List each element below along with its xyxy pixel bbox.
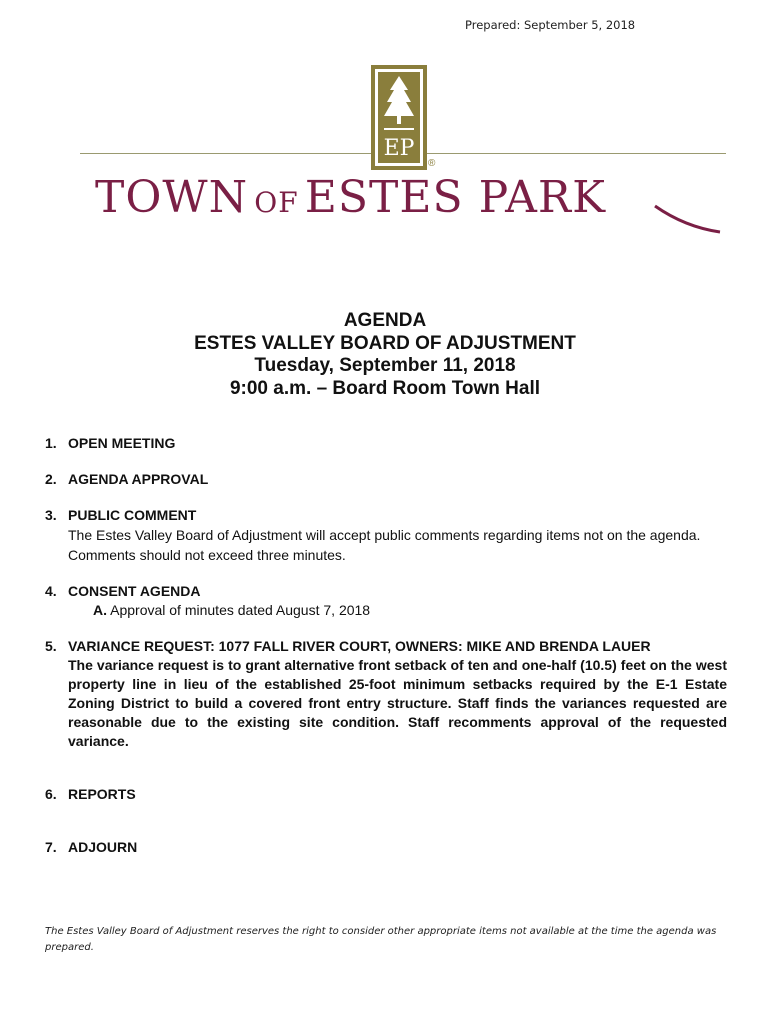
agenda-item-agenda-approval: 2. AGENDA APPROVAL xyxy=(45,471,209,487)
agenda-title: AGENDA xyxy=(343,310,427,331)
registered-mark: ® xyxy=(428,158,436,169)
agenda-item-public-comment: 3. PUBLIC COMMENT The Estes Valley Board of Adjustment will accept public comments regarding items not on the agenda. Comments should not exceed three minutes. xyxy=(45,506,727,565)
agenda-item-consent-agenda: 4. CONSENT AGENDA A. Approval of minutes dated August 7, 2018 xyxy=(45,582,727,620)
prepared-date: Prepared: September 5, 2018 xyxy=(465,18,636,32)
wordmark-of: OF xyxy=(254,186,299,219)
board-name: ESTES VALLEY BOARD OF ADJUSTMENT xyxy=(194,332,576,354)
footer-disclaimer: The Estes Valley Board of Adjustment reserves the right to consider other appropriate items not available at the time the agenda was prepared. xyxy=(45,926,717,953)
public-comment-text: The Estes Valley Board of Adjustment will accept public comments regarding items not on the agenda. Comments should not exceed three minutes. xyxy=(68,527,701,563)
wordmark-town: TOWN xyxy=(95,172,249,223)
agenda-list xyxy=(45,434,727,857)
agenda-item-open-meeting: 1. OPEN MEETING xyxy=(45,435,176,451)
wordmark-estes-park: ESTES PARK xyxy=(304,172,606,223)
logo-monogram: EP xyxy=(383,136,415,161)
variance-request-text: The variance request is to grant alternative front setback of ten and one-half (10.5) feet on the west property line in lieu of the established 25-foot minimum setbacks required by the E-1 Estate Zoning District to build a covered front entry structure. Staff finds the variances requested are reasonable due to the existing site condition. Staff recomments approval of the requested variance. xyxy=(68,657,727,749)
town-wordmark xyxy=(95,172,606,223)
meeting-date: Tuesday, September 11, 2018 xyxy=(254,355,516,376)
pine-tree-ep-icon xyxy=(378,72,420,163)
agenda-item-adjourn: 7. ADJOURN xyxy=(45,839,138,855)
meeting-time-location: 9:00 a.m. – Board Room Town Hall xyxy=(229,377,541,399)
agenda-item-reports: 6. REPORTS xyxy=(45,786,136,802)
agenda-heading xyxy=(0,310,770,400)
agenda-item-variance-request: 5. VARIANCE REQUEST: 1077 FALL RIVER COURT, OWNERS: MIKE AND BRENDA LAUER The variance request is to grant alternative front setback of ten and one-half (10.5) feet on the west property line in lieu of the established 25-foot minimum setbacks required by the E-1 Estate Zoning District to build a covered front entry structure. Staff finds the variances requested are reasonable due to the existing site condition. Staff recomments approval of the requested variance. xyxy=(45,638,727,749)
consent-item-a: A. Approval of minutes dated August 7, 2018 xyxy=(93,602,371,618)
town-logo xyxy=(371,65,427,170)
